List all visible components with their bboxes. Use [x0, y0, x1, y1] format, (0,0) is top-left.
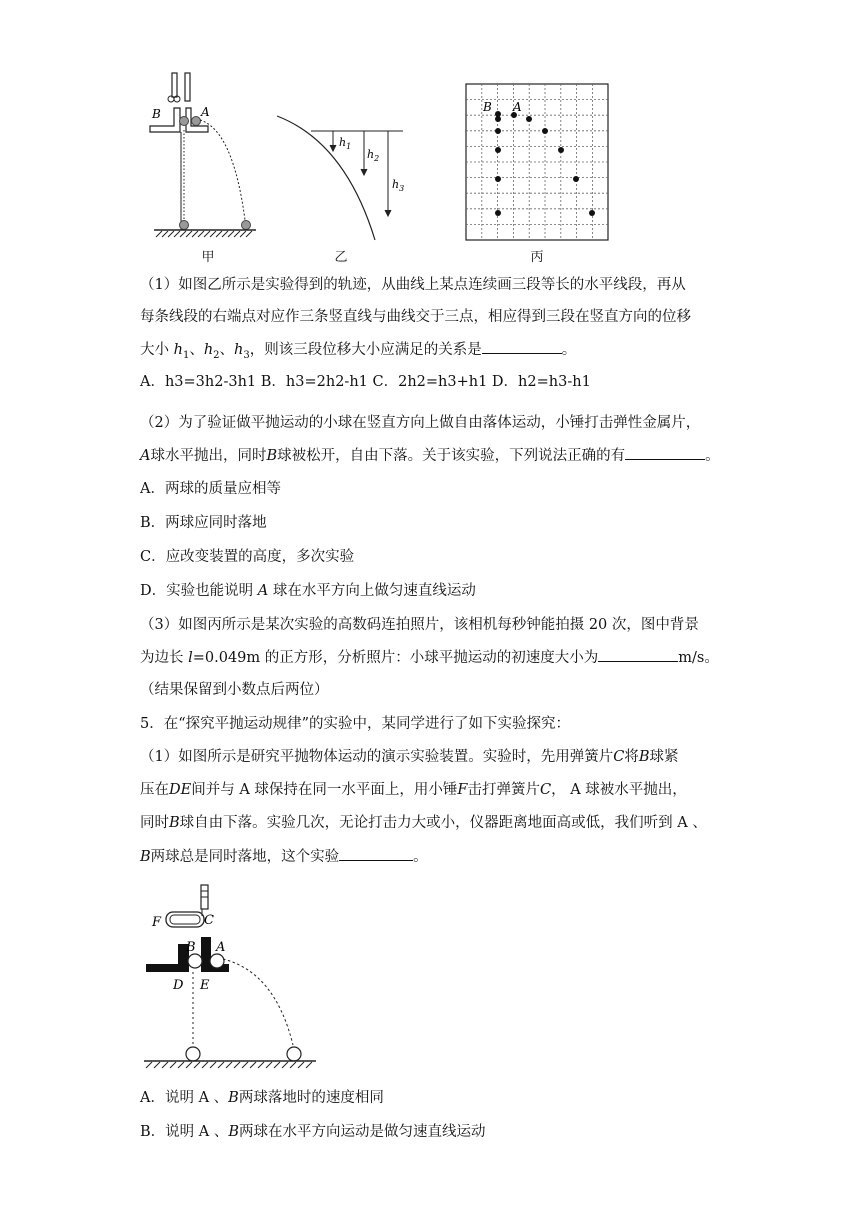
q4-p3-line2: 为边长 l=0.049m 的正方形，分析照片：小球平抛运动的初速度大小为 m/s。	[140, 647, 740, 668]
q4-p2-opt-d: D．实验也能说明 A 球在水平方向上做匀速直线运动	[140, 583, 476, 599]
q4-p2-opt-d-b: 球在水平方向上做匀速直线运动	[268, 583, 476, 599]
q4-p2-opt-b: B．两球应同时落地	[140, 515, 267, 531]
yi-sub-h2: 2	[374, 154, 380, 163]
q5-p1-line4a: 两球总是同时落地，这个实验	[150, 849, 340, 865]
yi-sub-h3: 3	[399, 184, 405, 193]
q4-p1-line2: 每条线段的右端点对应作三条竖直线与曲线交于三点，相应得到三段在竖直方向的位移	[140, 309, 691, 325]
q5-opt-a-b: 两球落地时的速度相同	[238, 1090, 384, 1106]
q5-opt-b: B．说明 A 、B两球在水平方向运动是做匀速直线运动	[140, 1124, 486, 1140]
jia-label-b: B	[152, 107, 161, 121]
q4-p3-line2c: m/s。	[678, 650, 719, 666]
figure-jia	[148, 70, 258, 245]
figure-bing	[465, 83, 610, 243]
svg-text:h2	[367, 148, 379, 163]
q5-p1-line1a: （1）如图所示是研究平抛物体运动的演示实验装置。实验时，先用弹簧片	[140, 749, 614, 765]
q5-p1-line2b: 间并与 A 球保持在同一水平面上，用小锤	[191, 782, 458, 798]
q4-p2-line2: A球水平抛出，同时B球被松开，自由下落。关于该实验，下列说法正确的有 。	[140, 445, 740, 466]
q4-p1-line1: （1）如图乙所示是实验得到的轨迹，从曲线上某点连续画三段等长的水平线段，再从	[140, 277, 686, 293]
q5-label-d: D	[173, 978, 184, 993]
q5-opt-a-a: A．说明 A 、	[140, 1090, 229, 1106]
figure-q5-apparatus	[140, 882, 320, 1072]
q4-p1-line3a: 大小	[140, 342, 174, 358]
q4-p2-line1: （2）为了验证做平抛运动的小球在竖直方向上做自由落体运动，小锤打击弹性金属片，	[140, 415, 701, 431]
q5-label-e: E	[200, 978, 210, 993]
q5-p1-line1c: 球紧	[649, 749, 679, 765]
q5-label-c: C	[204, 913, 214, 928]
q4-p3-line2b: =0.049m 的正方形，分析照片：小球平抛运动的初速度大小为	[192, 650, 599, 666]
q5-opt-b-a: B．说明 A 、	[140, 1124, 229, 1140]
q4-blank-3[interactable]	[598, 647, 678, 662]
svg-text:h3	[392, 178, 404, 193]
q4-p2-opt-d-a: D．实验也能说明	[140, 583, 258, 599]
q4-p1-line3: 大小 $h_1$、$h_2$、$h_3$，则该三段位移大小应满足的关系是 。	[140, 339, 740, 366]
q4-p1-line3b: ，则该三段位移大小应满足的关系是	[249, 342, 482, 358]
q5-p1-line3b: 球自由下落。实验几次，无论打击力大或小，仪器距离地面高或低，我们听到 A 、	[179, 815, 707, 831]
q5-p1-line4: B两球总是同时落地，这个实验 。	[140, 846, 740, 867]
q5-p1-line3a: 同时	[140, 815, 169, 831]
yi-label-h2: h	[367, 148, 375, 161]
q5-blank-1[interactable]	[339, 846, 413, 861]
caption-bing: 丙	[530, 250, 544, 265]
q5-p1-line1: （1）如图所示是研究平抛物体运动的演示实验装置。实验时，先用弹簧片C将B球紧	[140, 749, 679, 765]
q5-opt-a: A．说明 A 、B两球落地时的速度相同	[140, 1090, 384, 1106]
figure-yi	[275, 112, 410, 244]
q4-p3-line1: （3）如图丙所示是某次实验的高数码连拍照片，该相机每秒钟能拍摄 20 次，图中背景	[140, 617, 699, 633]
q4-p2-line2a: 球水平抛出，同时	[150, 448, 267, 464]
q5-p1-line2d: ， A 球被水平抛出，	[551, 782, 687, 798]
q5-p1-line2a: 压在	[140, 782, 169, 798]
q4-h-values: h	[173, 342, 183, 358]
jia-label-a: A	[201, 105, 210, 119]
q4-blank-2[interactable]	[625, 445, 705, 460]
bing-label-a: A	[513, 100, 522, 114]
q4-p2-opt-a: A．两球的质量应相等	[140, 481, 281, 497]
q4-p2-line2b: 球被松开，自由下落。关于该实验，下列说法正确的有	[277, 448, 626, 464]
q5-p1-line2: 压在DE间并与 A 球保持在同一水平面上，用小锤F击打弹簧片C， A 球被水平抛出，	[140, 782, 687, 798]
caption-yi: 乙	[334, 250, 348, 265]
q5-label-a: A	[216, 940, 226, 955]
q5-p1-line3: 同时B球自由下落。实验几次，无论打击力大或小，仪器距离地面高或低，我们听到 A 、	[140, 815, 707, 831]
caption-jia: 甲	[201, 250, 215, 265]
q4-blank-1[interactable]	[482, 339, 562, 354]
yi-sub-h1: 1	[346, 142, 352, 151]
q4-p1-options: A．h3=3h2-3h1 B．h3=2h2-h1 C．2h2=h3+h1 D．h2=h3-h1	[140, 374, 591, 390]
q4-p2-opt-c: C．应改变装置的高度，多次实验	[140, 549, 355, 565]
q5-p1-line4b: 。	[413, 849, 428, 865]
svg-text:h1	[339, 136, 351, 151]
q4-p1-line3c: 。	[561, 342, 577, 358]
q4-p3-line2a: 为边长	[140, 650, 189, 666]
q4-p2-line2c: 。	[705, 448, 720, 464]
bing-label-b: B	[483, 100, 492, 114]
q5-opt-b-b: 两球在水平方向运动是做匀速直线运动	[239, 1124, 486, 1140]
yi-label-h1: h	[339, 136, 347, 149]
q4-p3-line3: （结果保留到小数点后两位）	[140, 682, 329, 698]
q5-p1-line1b: 将	[624, 749, 639, 765]
q5-p1-line2c: 击打弹簧片	[467, 782, 540, 798]
q5-label-f: F	[152, 915, 162, 930]
yi-label-h3: h	[392, 178, 400, 191]
q5-title: 5．在“探究平抛运动规律”的实验中，某同学进行了如下实验探究：	[140, 716, 571, 732]
q5-label-b: B	[186, 940, 196, 955]
